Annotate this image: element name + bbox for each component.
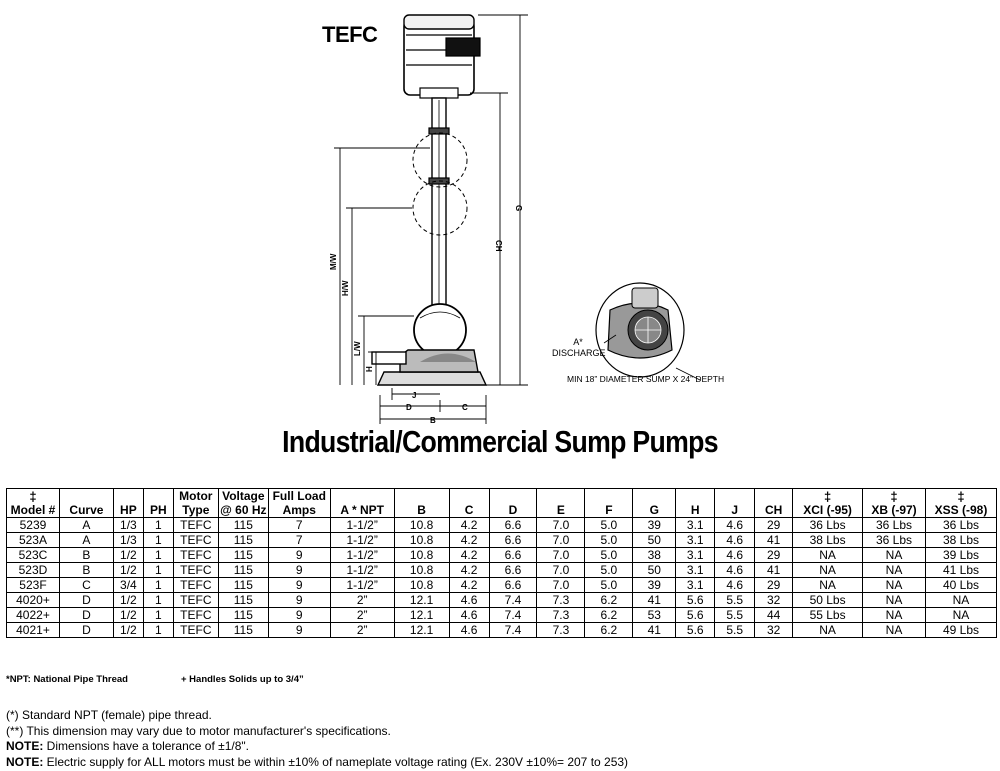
dim-label-b: B (430, 416, 436, 425)
cell-model: 523A (7, 533, 60, 548)
cell-h: 3.1 (676, 533, 715, 548)
sump-size-callout: MIN 18” DIAMETER SUMP X 24” DEPTH (567, 374, 725, 384)
cell-e: 7.0 (537, 548, 585, 563)
cell-voltage: 115 (218, 608, 268, 623)
cell-g: 39 (633, 578, 676, 593)
header-a-npt: A * NPT (330, 489, 394, 518)
dagger-mark: ‡ (29, 489, 37, 504)
cell-b: 10.8 (394, 578, 449, 593)
cell-voltage: 115 (218, 533, 268, 548)
cell-a-npt: 1-1/2” (330, 533, 394, 548)
cell-b: 12.1 (394, 593, 449, 608)
table-row (7, 623, 997, 638)
cell-motor-type: TEFC (173, 518, 218, 533)
cell-f: 5.0 (585, 578, 633, 593)
cell-ch: 41 (755, 563, 793, 578)
footnote-tolerance: NOTE: Dimensions have a tolerance of ±1/8". (6, 739, 249, 753)
cell-e: 7.0 (537, 518, 585, 533)
cell-model: 4021+ (7, 623, 60, 638)
cell-xss: 36 Lbs (925, 518, 996, 533)
cell-a-npt: 1-1/2” (330, 518, 394, 533)
cell-e: 7.0 (537, 578, 585, 593)
header-full-load-amps: Full Load Amps (268, 489, 330, 518)
cell-full-load-amps: 9 (268, 593, 330, 608)
motor-type-label: TEFC (322, 22, 378, 47)
cell-g: 41 (633, 623, 676, 638)
cell-curve: A (59, 518, 113, 533)
cell-h: 5.6 (676, 623, 715, 638)
cell-xci: 36 Lbs (793, 518, 863, 533)
motor-junction-box (446, 38, 480, 56)
cell-motor-type: TEFC (173, 578, 218, 593)
cell-xci: NA (793, 548, 863, 563)
cell-xci: 38 Lbs (793, 533, 863, 548)
header-xb: ‡ XB (-97) (863, 489, 926, 518)
cell-xb: NA (863, 623, 926, 638)
cell-d: 7.4 (489, 593, 537, 608)
cell-g: 41 (633, 593, 676, 608)
dagger-mark: ‡ (957, 489, 965, 504)
cell-b: 10.8 (394, 563, 449, 578)
cell-c: 4.2 (449, 533, 489, 548)
header-voltage: Voltage @ 60 Hz (220, 489, 267, 517)
header-c: C (449, 489, 489, 518)
motor-cap (404, 15, 474, 29)
cell-c: 4.6 (449, 593, 489, 608)
cell-hp: 3/4 (113, 578, 143, 593)
cell-hp: 1/3 (113, 533, 143, 548)
cell-ch: 29 (755, 578, 793, 593)
header-g: G (633, 489, 676, 518)
cell-d: 6.6 (489, 548, 537, 563)
cell-motor-type: TEFC (173, 548, 218, 563)
cell-g: 38 (633, 548, 676, 563)
cell-hp: 1/2 (113, 563, 143, 578)
header-ph: PH (143, 489, 173, 518)
header-hp: HP (113, 489, 143, 518)
npt-note: *NPT: National Pipe Thread (6, 674, 128, 685)
cell-f: 6.2 (585, 593, 633, 608)
footnote-standard-npt: (*) Standard NPT (female) pipe thread. (6, 708, 212, 722)
discharge-outlet (372, 352, 406, 364)
cell-h: 5.6 (676, 593, 715, 608)
cell-j: 4.6 (715, 563, 755, 578)
cell-xb: 36 Lbs (863, 533, 926, 548)
cell-curve: B (59, 563, 113, 578)
cell-ch: 44 (755, 608, 793, 623)
cell-ph: 1 (143, 548, 173, 563)
cell-motor-type: TEFC (173, 608, 218, 623)
cell-xb: NA (863, 548, 926, 563)
cell-xss: 41 Lbs (925, 563, 996, 578)
cell-model: 4020+ (7, 593, 60, 608)
cell-voltage: 115 (218, 548, 268, 563)
cell-hp: 1/2 (113, 548, 143, 563)
cell-ch: 29 (755, 548, 793, 563)
cell-xss: 40 Lbs (925, 578, 996, 593)
cell-ph: 1 (143, 518, 173, 533)
cell-curve: D (59, 608, 113, 623)
cell-xb: NA (863, 608, 926, 623)
cell-full-load-amps: 9 (268, 608, 330, 623)
dim-label-lw: L/W (353, 341, 362, 356)
cell-j: 4.6 (715, 548, 755, 563)
cell-a-npt: 1-1/2” (330, 578, 394, 593)
cell-h: 3.1 (676, 518, 715, 533)
cell-ph: 1 (143, 563, 173, 578)
cell-xci: NA (793, 623, 863, 638)
header-e: E (537, 489, 585, 518)
dim-label-hw: H/W (341, 280, 350, 296)
cell-xb: NA (863, 563, 926, 578)
footnote-electric: NOTE: Electric supply for ALL motors must be within ±10% of nameplate voltage rating (Ex. 230V ±10%= 207 to 253) (6, 754, 629, 769)
cell-xci: NA (793, 563, 863, 578)
page-title: Industrial/Commercial Sump Pumps (282, 424, 718, 459)
cell-full-load-amps: 7 (268, 518, 330, 533)
cell-h: 3.1 (676, 563, 715, 578)
cell-f: 5.0 (585, 548, 633, 563)
cell-b: 12.1 (394, 608, 449, 623)
cell-h: 3.1 (676, 578, 715, 593)
cell-model: 523F (7, 578, 60, 593)
cell-g: 39 (633, 518, 676, 533)
cell-d: 7.4 (489, 608, 537, 623)
cell-xb: 36 Lbs (863, 518, 926, 533)
cell-curve: C (59, 578, 113, 593)
cell-b: 12.1 (394, 623, 449, 638)
header-h: H (676, 489, 715, 518)
cell-a-npt: 2” (330, 593, 394, 608)
cell-model: 523D (7, 563, 60, 578)
cell-voltage: 115 (218, 578, 268, 593)
cell-xci: 55 Lbs (793, 608, 863, 623)
cell-a-npt: 2” (330, 623, 394, 638)
cell-j: 5.5 (715, 608, 755, 623)
cell-voltage: 115 (218, 623, 268, 638)
cell-full-load-amps: 9 (268, 623, 330, 638)
cell-voltage: 115 (218, 593, 268, 608)
cell-xb: NA (863, 593, 926, 608)
cell-ph: 1 (143, 593, 173, 608)
header-xss: ‡ XSS (-98) (925, 489, 996, 518)
cell-xci: NA (793, 578, 863, 593)
dim-label-mw: M/W (329, 253, 338, 270)
cell-ph: 1 (143, 608, 173, 623)
cell-e: 7.3 (537, 623, 585, 638)
cell-h: 3.1 (676, 548, 715, 563)
cell-model: 4022+ (7, 608, 60, 623)
discharge-callout-line2: DISCHARGE (552, 348, 606, 358)
cell-xb: NA (863, 578, 926, 593)
table-row (7, 578, 997, 593)
cell-j: 5.5 (715, 623, 755, 638)
dim-label-g: G (514, 205, 523, 212)
table-header-row (7, 489, 997, 518)
cell-curve: D (59, 623, 113, 638)
discharge-callout (552, 337, 604, 359)
header-model: ‡ Model # (7, 489, 60, 518)
cell-xss: NA (925, 593, 996, 608)
cell-d: 6.6 (489, 578, 537, 593)
cell-f: 5.0 (585, 533, 633, 548)
table-row (7, 548, 997, 563)
cell-b: 10.8 (394, 518, 449, 533)
cell-voltage: 115 (218, 518, 268, 533)
cell-d: 7.4 (489, 623, 537, 638)
cell-c: 4.2 (449, 518, 489, 533)
cell-xss: NA (925, 608, 996, 623)
cell-motor-type: TEFC (173, 533, 218, 548)
cell-motor-type: TEFC (173, 593, 218, 608)
cell-f: 6.2 (585, 608, 633, 623)
cell-j: 4.6 (715, 533, 755, 548)
table-row (7, 518, 997, 533)
cell-j: 5.5 (715, 593, 755, 608)
cell-ch: 32 (755, 593, 793, 608)
motor-housing (404, 20, 474, 95)
cell-j: 4.6 (715, 518, 755, 533)
cell-c: 4.6 (449, 623, 489, 638)
cell-c: 4.6 (449, 608, 489, 623)
cell-curve: D (59, 593, 113, 608)
cell-hp: 1/2 (113, 623, 143, 638)
dim-label-j: J (412, 391, 417, 400)
cell-d: 6.6 (489, 563, 537, 578)
discharge-callout-line1: A* (573, 337, 583, 347)
specifications-table-body (7, 518, 997, 638)
cell-model: 523C (7, 548, 60, 563)
cell-xss: 39 Lbs (925, 548, 996, 563)
cell-e: 7.3 (537, 608, 585, 623)
cell-ch: 29 (755, 518, 793, 533)
cell-g: 53 (633, 608, 676, 623)
cell-a-npt: 1-1/2” (330, 563, 394, 578)
cell-motor-type: TEFC (173, 563, 218, 578)
cell-f: 5.0 (585, 563, 633, 578)
cell-e: 7.3 (537, 593, 585, 608)
header-xci: ‡ XCI (-95) (793, 489, 863, 518)
header-d: D (489, 489, 537, 518)
cell-curve: B (59, 548, 113, 563)
cell-xss: 38 Lbs (925, 533, 996, 548)
cell-ph: 1 (143, 533, 173, 548)
cell-d: 6.6 (489, 518, 537, 533)
table-row (7, 563, 997, 578)
cell-c: 4.2 (449, 548, 489, 563)
cell-hp: 1/3 (113, 518, 143, 533)
cell-hp: 1/2 (113, 593, 143, 608)
cell-hp: 1/2 (113, 608, 143, 623)
cell-ph: 1 (143, 623, 173, 638)
cell-a-npt: 1-1/2” (330, 548, 394, 563)
cell-ch: 41 (755, 533, 793, 548)
cell-voltage: 115 (218, 563, 268, 578)
table-row (7, 608, 997, 623)
header-ch: CH (755, 489, 793, 518)
cell-full-load-amps: 7 (268, 533, 330, 548)
handles-solids-note: + Handles Solids up to 3/4” (181, 674, 304, 685)
cell-h: 5.6 (676, 608, 715, 623)
dim-label-ch: CH (494, 240, 503, 252)
cell-full-load-amps: 9 (268, 578, 330, 593)
cell-f: 5.0 (585, 518, 633, 533)
dim-label-c: C (462, 403, 468, 412)
cell-model: 5239 (7, 518, 60, 533)
header-j: J (715, 489, 755, 518)
cell-ch: 32 (755, 623, 793, 638)
cell-motor-type: TEFC (173, 623, 218, 638)
cell-e: 7.0 (537, 533, 585, 548)
cell-xss: 49 Lbs (925, 623, 996, 638)
cell-e: 7.0 (537, 563, 585, 578)
dim-label-h: H (365, 366, 374, 372)
header-curve: Curve (59, 489, 113, 518)
cell-xci: 50 Lbs (793, 593, 863, 608)
cell-g: 50 (633, 533, 676, 548)
dim-label-d: D (406, 403, 412, 412)
specifications-table (6, 488, 997, 638)
cell-d: 6.6 (489, 533, 537, 548)
cell-full-load-amps: 9 (268, 563, 330, 578)
cell-b: 10.8 (394, 548, 449, 563)
cell-c: 4.2 (449, 578, 489, 593)
cell-a-npt: 2” (330, 608, 394, 623)
footnote-dimension-vary: (**) This dimension may vary due to motor manufacturer's specifications. (6, 723, 391, 738)
cell-full-load-amps: 9 (268, 548, 330, 563)
cell-c: 4.2 (449, 563, 489, 578)
cell-f: 6.2 (585, 623, 633, 638)
cell-b: 10.8 (394, 533, 449, 548)
header-motor-type: Motor Type (173, 489, 218, 518)
dagger-mark: ‡ (890, 489, 898, 504)
cell-curve: A (59, 533, 113, 548)
cell-g: 50 (633, 563, 676, 578)
header-f: F (585, 489, 633, 518)
dagger-mark: ‡ (823, 489, 832, 504)
table-row (7, 533, 997, 548)
footnotes (6, 708, 628, 770)
cell-j: 4.6 (715, 578, 755, 593)
top-view (596, 283, 700, 380)
table-row (7, 593, 997, 608)
header-b: B (394, 489, 449, 518)
cell-ph: 1 (143, 578, 173, 593)
